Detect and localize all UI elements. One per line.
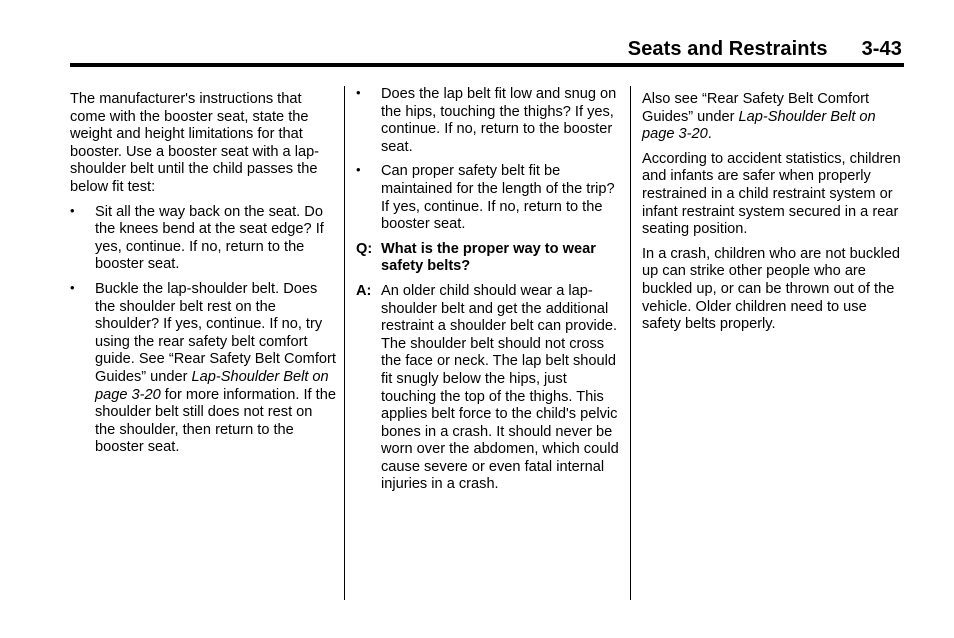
header-rule	[70, 63, 904, 67]
bullet-text: Buckle the lap-shoulder belt. Does the shoulder belt rest on the shoulder? If yes, continue. If no, try using the rear safety belt comfort guide. See “Rear Safety Belt Comfort Guides” under	[95, 280, 336, 385]
question-block	[356, 241, 622, 276]
bullet-marker: •	[356, 162, 361, 178]
answer-text: An older child should wear a lap-shoulder belt and get the additional restraint a shoulder belt can provide. The shoulder belt should not cross the face or neck. The lap belt should fit snugly below the hips, just touching the top of the thighs. This applies belt force to the child's pelvic bones in a crash. It should never be worn over the abdomen, which could cause severe or even fatal internal injuries in a crash.	[381, 282, 619, 493]
bullet-text: Does the lap belt fit low and snug on the hips, touching the thighs? If yes, continue. If no, return to the booster seat.	[381, 86, 617, 155]
bullet-text: Sit all the way back on the seat. Do the knees bend at the seat edge? If yes, continue. If no, return to the booster seat.	[95, 203, 324, 273]
question-label: Q:	[356, 240, 373, 257]
bullet-marker: •	[356, 85, 361, 100]
answer-block	[356, 283, 622, 494]
cross-reference-link[interactable]: Lap-Shoulder Belt on page 3-20	[95, 368, 329, 403]
bullet-marker: •	[70, 202, 75, 218]
statistics-paragraph: According to accident statistics, children and infants are safer when properly restrained in a child restraint system or infant restraint system secured in a rear seating position.	[642, 150, 901, 238]
bullet-item	[70, 204, 336, 274]
see-also-end: .	[707, 126, 712, 143]
section-title: Seats and Restraints	[627, 38, 828, 60]
intro-paragraph: The manufacturer's instructions that come with the booster seat, state the weight and height limitations for that booster. Use a booster seat with a lap-shoulder belt until the child passes the below fit test:	[70, 91, 320, 195]
column-2	[356, 86, 622, 501]
bullet-text: for more information. If the shoulder belt still does not rest on the shoulder, then return to the booster seat.	[95, 386, 336, 456]
bullet-text: Can proper safety belt fit be maintained for the length of the trip? If yes, continue. If no, return to the booster seat.	[381, 163, 615, 233]
column-3	[642, 91, 904, 341]
bullet-item	[356, 163, 622, 233]
answer-label: A:	[356, 282, 372, 299]
question-text: What is the proper way to wear safety belts?	[381, 240, 596, 275]
running-head	[628, 38, 902, 61]
column-1	[70, 91, 336, 464]
page-number: 3-43	[861, 38, 902, 60]
bullet-marker: •	[70, 279, 75, 295]
cross-reference-link[interactable]: Lap-Shoulder Belt on page 3-20	[642, 108, 876, 143]
column-divider-1	[344, 86, 345, 600]
bullet-item	[70, 281, 336, 457]
bullet-item	[356, 86, 622, 156]
page-header	[70, 38, 902, 64]
column-divider-2	[630, 86, 631, 600]
crash-paragraph: In a crash, children who are not buckled up can strike other people who are buckled up, or can be thrown out of the vehicle. Older children need to use safety belts properly.	[642, 245, 900, 333]
see-also-paragraph	[642, 91, 904, 144]
see-also-text: Also see “Rear Safety Belt Comfort Guides” under	[642, 91, 870, 125]
